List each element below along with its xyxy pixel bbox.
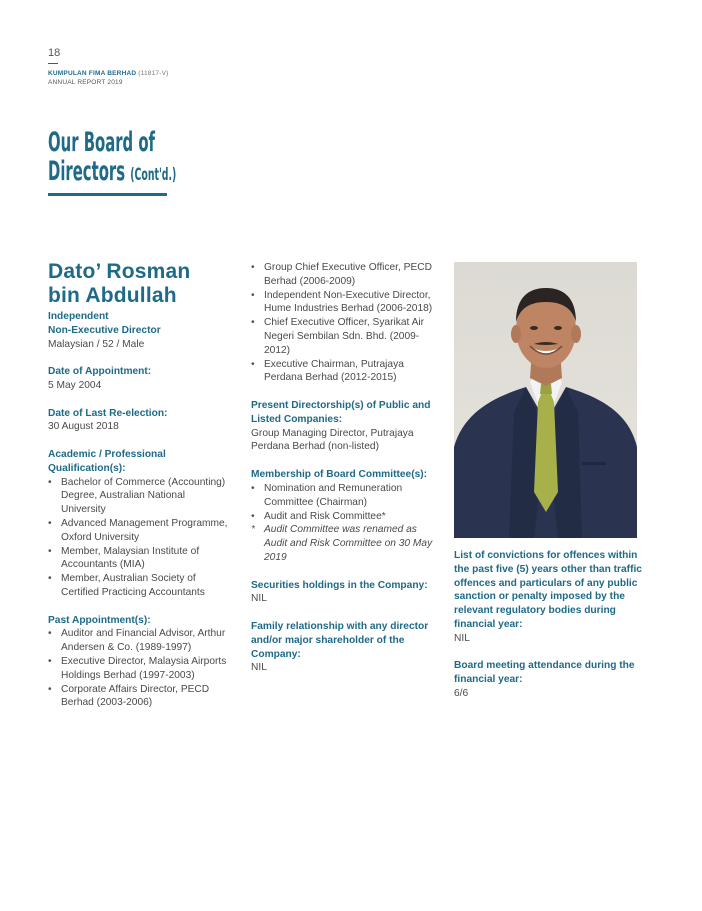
committee-item: • Audit and Risk Committee*	[251, 510, 433, 524]
section-title-cont: (Cont'd.)	[130, 165, 177, 185]
director-name-line2: bin Abdullah	[48, 284, 177, 307]
committee-item: • Nomination and Remuneration Committee (Chairman)	[251, 482, 433, 510]
past-appointment-item: • Group Chief Executive Officer, PECD Berhad (2006-2009)	[251, 261, 433, 289]
present-directorships-label: Present Directorship(s) of Public and Listed Companies:	[251, 399, 431, 425]
committee-list	[251, 482, 433, 565]
appointment-value: 5 May 2004	[48, 379, 102, 391]
role-line2: Non-Executive Director	[48, 324, 161, 336]
page-number: 18	[48, 47, 61, 59]
profile-column-1	[48, 260, 228, 710]
report-title: ANNUAL REPORT 2019	[48, 79, 123, 86]
qualification-item: • Advanced Management Programme, Oxford University	[48, 517, 228, 545]
section-title-line2	[48, 157, 176, 190]
reelection-value: 30 August 2018	[48, 421, 119, 433]
past-appointment-item: • Executive Director, Malaysia Airports Holdings Berhad (1997-2003)	[48, 655, 228, 683]
past-appointment-item: • Auditor and Financial Advisor, Arthur Andersen & Co. (1989-1997)	[48, 627, 228, 655]
family-value: NIL	[251, 662, 267, 674]
securities-label: Securities holdings in the Company:	[251, 579, 428, 591]
convictions-label: List of convictions for offences within the past five (5) years other than traffic offences and particulars of any public sanction or penalty imposed by the relevant regulatory bodies during financial year:	[454, 550, 642, 630]
page-number-rule	[48, 63, 58, 64]
qualification-item: • Bachelor of Commerce (Accounting) Degree, Australian National University	[48, 476, 228, 517]
company-registration: (11817-V)	[138, 70, 169, 77]
qualifications-list	[48, 476, 228, 600]
demographics: Malaysian / 52 / Male	[48, 338, 145, 350]
role-line1: Independent	[48, 311, 109, 322]
past-appointment-item: • Independent Non-Executive Director, Hume Industries Berhad (2006-2018)	[251, 289, 433, 317]
profile-column-2	[251, 261, 433, 675]
attendance-label: Board meeting attendance during the financial year:	[454, 660, 635, 686]
section-title	[48, 128, 176, 190]
securities-value: NIL	[251, 593, 267, 605]
past-appointments-list-a	[48, 627, 228, 710]
section-title-line1: Our Board of	[48, 127, 156, 158]
past-appointment-item: • Chief Executive Officer, Syarikat Air Negeri Sembilan Sdn. Bhd. (2009-2012)	[251, 316, 433, 357]
company-name-text: KUMPULAN FIMA BERHAD	[48, 70, 137, 77]
past-appointment-item: • Corporate Affairs Director, PECD Berhad (2003-2006)	[48, 683, 228, 711]
company-name	[48, 70, 169, 77]
past-appointment-item: • Executive Chairman, Putrajaya Perdana Berhad (2012-2015)	[251, 358, 433, 386]
appointment-label: Date of Appointment:	[48, 366, 152, 378]
portrait-illustration	[454, 262, 637, 538]
attendance-value: 6/6	[454, 687, 469, 699]
reelection-label: Date of Last Re-election:	[48, 407, 168, 419]
director-name-line1: Dato’ Rosman	[48, 260, 191, 283]
qualifications-label: Academic / Professional Qualification(s):	[48, 448, 166, 474]
section-title-directors: Directors	[48, 156, 126, 187]
qualification-item: • Member, Malaysian Institute of Accountants (MIA)	[48, 545, 228, 573]
past-appointments-list-b	[251, 261, 433, 385]
title-underline	[48, 193, 167, 196]
director-name	[48, 260, 228, 308]
qualification-item: • Member, Australian Society of Certified Practicing Accountants	[48, 572, 228, 600]
director-portrait	[454, 262, 637, 538]
convictions-value: NIL	[454, 632, 470, 644]
present-directorships-value: Group Managing Director, Putrajaya Perdana Berhad (non-listed)	[251, 427, 414, 453]
family-label: Family relationship with any director and/or major shareholder of the Company:	[251, 620, 429, 660]
past-appointments-label: Past Appointment(s):	[48, 614, 151, 626]
profile-column-3	[454, 549, 644, 701]
committee-label: Membership of Board Committee(s):	[251, 469, 428, 481]
committee-footnote: * Audit Committee was renamed as Audit and Risk Committee on 30 May 2019	[251, 523, 433, 564]
